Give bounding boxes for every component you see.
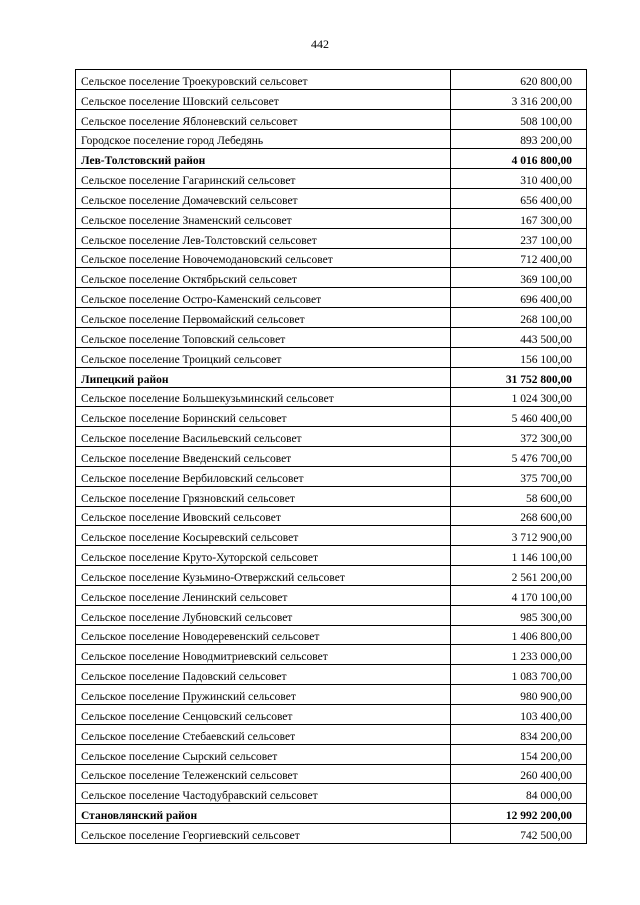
settlement-amount: 696 400,00 [451,288,587,308]
table-row [76,824,587,844]
settlement-amount: 5 476 700,00 [451,447,587,467]
table-row [76,447,587,467]
settlement-amount: 834 200,00 [451,724,587,744]
settlement-amount: 1 406 800,00 [451,625,587,645]
settlement-amount: 893 200,00 [451,129,587,149]
table-row [76,665,587,685]
settlement-name: Сельское поселение Троицкий сельсовет [76,347,451,367]
table-row [76,506,587,526]
district-name: Лев-Толстовский район [76,149,451,169]
settlement-name: Сельское поселение Круто-Хуторской сельсовет [76,546,451,566]
district-name: Липецкий район [76,367,451,387]
settlement-amount: 2 561 200,00 [451,566,587,586]
settlement-amount: 620 800,00 [451,70,587,90]
table-row [76,208,587,228]
settlement-name: Сельское поселение Знаменский сельсовет [76,208,451,228]
settlement-name: Сельское поселение Боринский сельсовет [76,407,451,427]
settlement-amount: 154 200,00 [451,744,587,764]
settlement-name: Сельское поселение Пружинский сельсовет [76,685,451,705]
settlement-amount: 58 600,00 [451,486,587,506]
settlement-name: Сельское поселение Кузьмино-Отвержский сельсовет [76,566,451,586]
settlement-amount: 5 460 400,00 [451,407,587,427]
settlement-name: Сельское поселение Ивовский сельсовет [76,506,451,526]
settlement-amount: 1 083 700,00 [451,665,587,685]
settlement-name: Сельское поселение Яблоневский сельсовет [76,109,451,129]
settlement-name: Сельское поселение Октябрьский сельсовет [76,268,451,288]
district-total-row [76,367,587,387]
district-total-row [76,804,587,824]
table-row [76,427,587,447]
settlement-name: Сельское поселение Ленинский сельсовет [76,585,451,605]
table-row [76,109,587,129]
table-row [76,685,587,705]
settlement-amount: 980 900,00 [451,685,587,705]
settlement-amount: 3 712 900,00 [451,526,587,546]
settlement-name: Сельское поселение Шовский сельсовет [76,89,451,109]
settlement-amount: 1 024 300,00 [451,387,587,407]
page-number: 442 [311,37,329,51]
table-row [76,466,587,486]
settlement-name: Сельское поселение Лубновский сельсовет [76,605,451,625]
settlement-amount: 1 146 100,00 [451,546,587,566]
settlement-amount: 260 400,00 [451,764,587,784]
settlement-name: Сельское поселение Новодмитриевский сельсовет [76,645,451,665]
settlement-amount: 985 300,00 [451,605,587,625]
settlement-name: Сельское поселение Остро-Каменский сельсовет [76,288,451,308]
table-row [76,486,587,506]
settlement-name: Сельское поселение Сенцовский сельсовет [76,705,451,725]
settlement-name: Сельское поселение Введенский сельсовет [76,447,451,467]
district-amount: 12 992 200,00 [451,804,587,824]
settlement-name: Сельское поселение Косыревский сельсовет [76,526,451,546]
settlement-name: Сельское поселение Лев-Толстовский сельсовет [76,228,451,248]
settlement-name: Сельское поселение Большекузьминский сельсовет [76,387,451,407]
budget-table [75,69,587,844]
settlement-name: Сельское поселение Топовский сельсовет [76,327,451,347]
settlement-name: Сельское поселение Новодеревенский сельсовет [76,625,451,645]
settlement-amount: 310 400,00 [451,169,587,189]
settlement-name: Сельское поселение Вербиловский сельсовет [76,466,451,486]
settlement-name: Сельское поселение Васильевский сельсовет [76,427,451,447]
settlement-amount: 508 100,00 [451,109,587,129]
table-row [76,347,587,367]
table-row [76,566,587,586]
settlement-name: Сельское поселение Падовский сельсовет [76,665,451,685]
settlement-name: Сельское поселение Частодубравский сельсовет [76,784,451,804]
table-row [76,228,587,248]
budget-table-body [76,70,587,844]
settlement-name: Городское поселение город Лебедянь [76,129,451,149]
settlement-name: Сельское поселение Первомайский сельсовет [76,308,451,328]
settlement-name: Сельское поселение Троекуровский сельсовет [76,70,451,90]
table-row [76,784,587,804]
table-row [76,546,587,566]
settlement-amount: 1 233 000,00 [451,645,587,665]
settlement-name: Сельское поселение Тележенский сельсовет [76,764,451,784]
table-row [76,308,587,328]
settlement-amount: 156 100,00 [451,347,587,367]
settlement-amount: 4 170 100,00 [451,585,587,605]
settlement-amount: 369 100,00 [451,268,587,288]
district-total-row [76,149,587,169]
table-row [76,327,587,347]
table-row [76,169,587,189]
table-row [76,526,587,546]
settlement-amount: 443 500,00 [451,327,587,347]
table-row [76,724,587,744]
table-row [76,129,587,149]
settlement-name: Сельское поселение Георгиевский сельсовет [76,824,451,844]
table-row [76,764,587,784]
table-row [76,387,587,407]
settlement-name: Сельское поселение Домачевский сельсовет [76,189,451,209]
table-row [76,248,587,268]
settlement-amount: 712 400,00 [451,248,587,268]
table-row [76,288,587,308]
settlement-amount: 268 600,00 [451,506,587,526]
table-row [76,407,587,427]
settlement-amount: 375 700,00 [451,466,587,486]
settlement-name: Сельское поселение Грязновский сельсовет [76,486,451,506]
district-amount: 4 016 800,00 [451,149,587,169]
table-row [76,89,587,109]
settlement-amount: 167 300,00 [451,208,587,228]
table-row [76,625,587,645]
district-name: Становлянский район [76,804,451,824]
table-row [76,645,587,665]
table-row [76,744,587,764]
settlement-name: Сельское поселение Сырский сельсовет [76,744,451,764]
table-row [76,189,587,209]
settlement-amount: 3 316 200,00 [451,89,587,109]
settlement-amount: 84 000,00 [451,784,587,804]
settlement-name: Сельское поселение Стебаевский сельсовет [76,724,451,744]
table-row [76,705,587,725]
settlement-amount: 268 100,00 [451,308,587,328]
settlement-name: Сельское поселение Гагаринский сельсовет [76,169,451,189]
district-amount: 31 752 800,00 [451,367,587,387]
settlement-amount: 372 300,00 [451,427,587,447]
settlement-amount: 742 500,00 [451,824,587,844]
table-row [76,605,587,625]
table-row [76,70,587,90]
settlement-amount: 656 400,00 [451,189,587,209]
settlement-amount: 237 100,00 [451,228,587,248]
table-row [76,585,587,605]
table-row [76,268,587,288]
settlement-name: Сельское поселение Новочемодановский сельсовет [76,248,451,268]
settlement-amount: 103 400,00 [451,705,587,725]
